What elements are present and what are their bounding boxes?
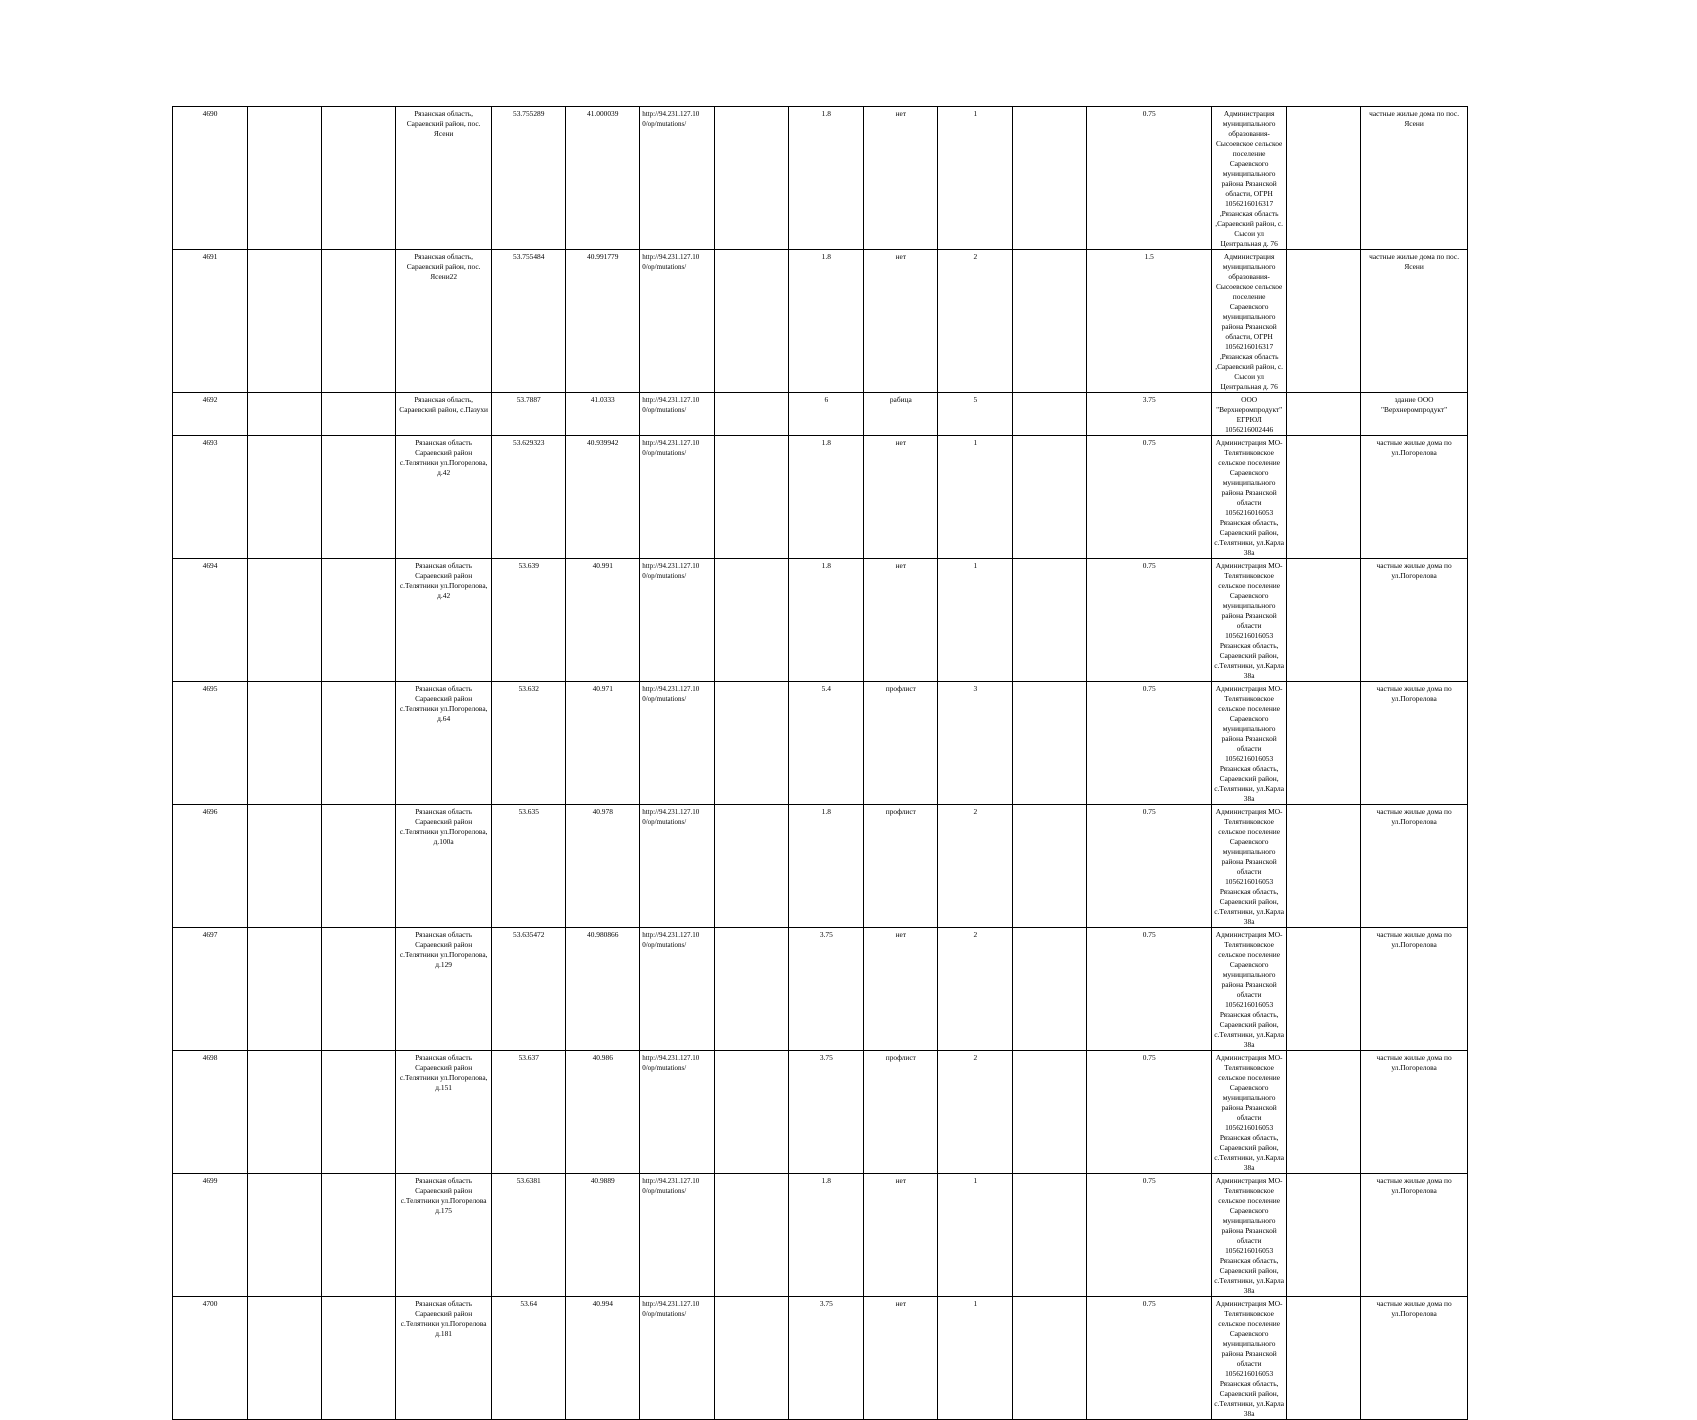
table-row bbox=[173, 393, 1468, 436]
owner-cell: Администрация МО-Телятниковское сельское поселение Сараевского муниципального района Рязанской области 1056216016053 Рязанская область, Сараевский район, с.Телятники, ул.Карла 38а bbox=[1212, 559, 1287, 682]
waste-source-cell: частные жилые дома по ул.Погорелова bbox=[1361, 559, 1468, 682]
address-cell: Рязанская область Сараевский район с.Телятники ул.Погорелова, д.64 bbox=[396, 682, 492, 805]
waste-source-cell: частные жилые дома по ул.Погорелова bbox=[1361, 1051, 1468, 1174]
table-row bbox=[173, 107, 1468, 250]
empty-cell bbox=[1013, 1051, 1087, 1174]
map-link-cell: http://94.231.127.10 0/op/mutations/ bbox=[640, 436, 715, 559]
address-cell: Рязанская область Сараевский район с.Телятники ул.Погорелова, д.129 bbox=[396, 928, 492, 1051]
latitude-cell: 53.639 bbox=[492, 559, 566, 682]
empty-cell bbox=[715, 107, 789, 250]
empty-cell bbox=[322, 559, 396, 682]
container-count-cell: 1 bbox=[938, 436, 1013, 559]
empty-cell bbox=[715, 928, 789, 1051]
empty-cell bbox=[715, 559, 789, 682]
empty-cell bbox=[248, 393, 322, 436]
address-cell: Рязанская область Сараевский район с.Телятники ул.Погорелова, д.42 bbox=[396, 559, 492, 682]
map-link-cell: http://94.231.127.10 0/op/mutations/ bbox=[640, 1174, 715, 1297]
waste-source-cell: частные жилые дома по ул.Погорелова bbox=[1361, 805, 1468, 928]
row-number: 4695 bbox=[173, 682, 248, 805]
empty-cell bbox=[715, 1297, 789, 1420]
empty-cell bbox=[1013, 928, 1087, 1051]
empty-cell bbox=[1013, 436, 1087, 559]
longitude-cell: 40.9889 bbox=[566, 1174, 640, 1297]
container-count-cell: 1 bbox=[938, 107, 1013, 250]
empty-cell bbox=[715, 393, 789, 436]
map-link-cell: http://94.231.127.10 0/op/mutations/ bbox=[640, 250, 715, 393]
empty-cell bbox=[322, 1297, 396, 1420]
address-cell: Рязанская область Сараевский район с.Телятники ул.Погорелова, д.42 bbox=[396, 436, 492, 559]
registry-body bbox=[173, 107, 1468, 1420]
map-link-cell: http://94.231.127.10 0/op/mutations/ bbox=[640, 107, 715, 250]
empty-cell bbox=[322, 1174, 396, 1297]
longitude-cell: 40.939942 bbox=[566, 436, 640, 559]
longitude-cell: 41.000039 bbox=[566, 107, 640, 250]
empty-cell bbox=[248, 436, 322, 559]
volume-cell: 0.75 bbox=[1087, 559, 1212, 682]
area-cell: 1.8 bbox=[789, 436, 864, 559]
cover-cell: нет bbox=[864, 1297, 938, 1420]
area-cell: 6 bbox=[789, 393, 864, 436]
volume-cell: 0.75 bbox=[1087, 682, 1212, 805]
waste-source-cell: частные жилые дома по пос. Ясени bbox=[1361, 107, 1468, 250]
table-row bbox=[173, 682, 1468, 805]
empty-cell bbox=[715, 1051, 789, 1174]
longitude-cell: 40.978 bbox=[566, 805, 640, 928]
empty-cell bbox=[322, 1051, 396, 1174]
container-count-cell: 1 bbox=[938, 1174, 1013, 1297]
address-cell: Рязанская область Сараевский район с.Телятники ул.Погорелова, д.151 bbox=[396, 1051, 492, 1174]
empty-cell bbox=[1287, 928, 1361, 1051]
empty-cell bbox=[1287, 559, 1361, 682]
container-count-cell: 2 bbox=[938, 250, 1013, 393]
longitude-cell: 40.971 bbox=[566, 682, 640, 805]
longitude-cell: 40.991779 bbox=[566, 250, 640, 393]
row-number: 4691 bbox=[173, 250, 248, 393]
empty-cell bbox=[322, 805, 396, 928]
address-cell: Рязанская область, Сараевский район, с.Пазухи bbox=[396, 393, 492, 436]
volume-cell: 3.75 bbox=[1087, 393, 1212, 436]
latitude-cell: 53.632 bbox=[492, 682, 566, 805]
empty-cell bbox=[1013, 559, 1087, 682]
container-count-cell: 2 bbox=[938, 805, 1013, 928]
volume-cell: 0.75 bbox=[1087, 805, 1212, 928]
area-cell: 3.75 bbox=[789, 1051, 864, 1174]
empty-cell bbox=[1287, 805, 1361, 928]
table-row bbox=[173, 436, 1468, 559]
address-cell: Рязанская область, Сараевский район, пос. Ясени22 bbox=[396, 250, 492, 393]
container-count-cell: 5 bbox=[938, 393, 1013, 436]
row-number: 4693 bbox=[173, 436, 248, 559]
area-cell: 1.8 bbox=[789, 1174, 864, 1297]
latitude-cell: 53.7887 bbox=[492, 393, 566, 436]
table-row bbox=[173, 250, 1468, 393]
waste-source-cell: частные жилые дома по пос. Ясени bbox=[1361, 250, 1468, 393]
cover-cell: профлист bbox=[864, 682, 938, 805]
latitude-cell: 53.635 bbox=[492, 805, 566, 928]
empty-cell bbox=[322, 107, 396, 250]
empty-cell bbox=[248, 928, 322, 1051]
empty-cell bbox=[715, 436, 789, 559]
latitude-cell: 53.635472 bbox=[492, 928, 566, 1051]
row-number: 4696 bbox=[173, 805, 248, 928]
empty-cell bbox=[322, 250, 396, 393]
empty-cell bbox=[322, 436, 396, 559]
longitude-cell: 41.0333 bbox=[566, 393, 640, 436]
owner-cell: Администрация МО-Телятниковское сельское поселение Сараевского муниципального района Рязанской области 1056216016053 Рязанская область, Сараевский район, с.Телятники, ул.Карла 38а bbox=[1212, 436, 1287, 559]
waste-source-cell: частные жилые дома по ул.Погорелова bbox=[1361, 682, 1468, 805]
map-link-cell: http://94.231.127.10 0/op/mutations/ bbox=[640, 805, 715, 928]
owner-cell: Администрация муниципального образования-Сысоевское сельское поселение Сараевского муниципального района Рязанской области, ОГРН 1056216016317 ,Рязанская область ,Сараевский район, с. Сысои ул Центральная д. 76 bbox=[1212, 250, 1287, 393]
address-cell: Рязанская область Сараевский район с.Телятники ул.Погорелова д.175 bbox=[396, 1174, 492, 1297]
empty-cell bbox=[715, 250, 789, 393]
empty-cell bbox=[322, 928, 396, 1051]
address-cell: Рязанская область Сараевский район с.Телятники ул.Погорелова д.181 bbox=[396, 1297, 492, 1420]
latitude-cell: 53.637 bbox=[492, 1051, 566, 1174]
cover-cell: профлист bbox=[864, 1051, 938, 1174]
row-number: 4699 bbox=[173, 1174, 248, 1297]
waste-source-cell: частные жилые дома по ул.Погорелова bbox=[1361, 928, 1468, 1051]
area-cell: 1.8 bbox=[789, 107, 864, 250]
owner-cell: Администрация МО-Телятниковское сельское поселение Сараевского муниципального района Рязанской области 1056216016053 Рязанская область, Сараевский район, с.Телятники, ул.Карла 38а bbox=[1212, 1297, 1287, 1420]
row-number: 4700 bbox=[173, 1297, 248, 1420]
row-number: 4694 bbox=[173, 559, 248, 682]
container-count-cell: 1 bbox=[938, 559, 1013, 682]
area-cell: 3.75 bbox=[789, 1297, 864, 1420]
empty-cell bbox=[1013, 250, 1087, 393]
empty-cell bbox=[1287, 1174, 1361, 1297]
cover-cell: рабица bbox=[864, 393, 938, 436]
volume-cell: 1.5 bbox=[1087, 250, 1212, 393]
waste-source-cell: частные жилые дома по ул.Погорелова bbox=[1361, 436, 1468, 559]
row-number: 4692 bbox=[173, 393, 248, 436]
waste-source-cell: частные жилые дома по ул.Погорелова bbox=[1361, 1297, 1468, 1420]
empty-cell bbox=[1013, 1297, 1087, 1420]
longitude-cell: 40.980866 bbox=[566, 928, 640, 1051]
table-row bbox=[173, 559, 1468, 682]
area-cell: 1.8 bbox=[789, 559, 864, 682]
map-link-cell: http://94.231.127.10 0/op/mutations/ bbox=[640, 1297, 715, 1420]
volume-cell: 0.75 bbox=[1087, 1174, 1212, 1297]
area-cell: 1.8 bbox=[789, 250, 864, 393]
area-cell: 3.75 bbox=[789, 928, 864, 1051]
owner-cell: Администрация МО-Телятниковское сельское поселение Сараевского муниципального района Рязанской области 1056216016053 Рязанская область, Сараевский район, с.Телятники, ул.Карла 38а bbox=[1212, 1174, 1287, 1297]
latitude-cell: 53.64 bbox=[492, 1297, 566, 1420]
registry-table bbox=[172, 106, 1468, 1420]
latitude-cell: 53.755484 bbox=[492, 250, 566, 393]
cover-cell: нет bbox=[864, 436, 938, 559]
owner-cell: Администрация МО-Телятниковское сельское поселение Сараевского муниципального района Рязанской области 1056216016053 Рязанская область, Сараевский район, с.Телятники, ул.Карла 38а bbox=[1212, 1051, 1287, 1174]
empty-cell bbox=[1013, 682, 1087, 805]
empty-cell bbox=[248, 250, 322, 393]
cover-cell: нет bbox=[864, 250, 938, 393]
owner-cell: Администрация МО-Телятниковское сельское поселение Сараевского муниципального района Рязанской области 1056216016053 Рязанская область, Сараевский район, с.Телятники, ул.Карла 38а bbox=[1212, 928, 1287, 1051]
table-row bbox=[173, 928, 1468, 1051]
owner-cell: Администрация МО-Телятниковское сельское поселение Сараевского муниципального района Рязанской области 1056216016053 Рязанская область, Сараевский район, с.Телятники, ул.Карла 38а bbox=[1212, 805, 1287, 928]
empty-cell bbox=[1013, 393, 1087, 436]
longitude-cell: 40.986 bbox=[566, 1051, 640, 1174]
container-count-cell: 3 bbox=[938, 682, 1013, 805]
empty-cell bbox=[1287, 1297, 1361, 1420]
owner-cell: ООО "Верхнеромпродукт" ЕГРЮЛ 1056216002446 bbox=[1212, 393, 1287, 436]
cover-cell: нет bbox=[864, 107, 938, 250]
empty-cell bbox=[248, 682, 322, 805]
empty-cell bbox=[322, 393, 396, 436]
empty-cell bbox=[1287, 1051, 1361, 1174]
cover-cell: нет bbox=[864, 1174, 938, 1297]
latitude-cell: 53.755289 bbox=[492, 107, 566, 250]
longitude-cell: 40.991 bbox=[566, 559, 640, 682]
longitude-cell: 40.994 bbox=[566, 1297, 640, 1420]
cover-cell: нет bbox=[864, 559, 938, 682]
empty-cell bbox=[248, 1297, 322, 1420]
empty-cell bbox=[1287, 250, 1361, 393]
row-number: 4697 bbox=[173, 928, 248, 1051]
volume-cell: 0.75 bbox=[1087, 1297, 1212, 1420]
container-count-cell: 2 bbox=[938, 928, 1013, 1051]
area-cell: 5.4 bbox=[789, 682, 864, 805]
empty-cell bbox=[1287, 107, 1361, 250]
waste-source-cell: частные жилые дома по ул.Погорелова bbox=[1361, 1174, 1468, 1297]
cover-cell: профлист bbox=[864, 805, 938, 928]
empty-cell bbox=[1013, 107, 1087, 250]
map-link-cell: http://94.231.127.10 0/op/mutations/ bbox=[640, 928, 715, 1051]
container-count-cell: 1 bbox=[938, 1297, 1013, 1420]
empty-cell bbox=[248, 559, 322, 682]
table-row bbox=[173, 1297, 1468, 1420]
volume-cell: 0.75 bbox=[1087, 1051, 1212, 1174]
latitude-cell: 53.6381 bbox=[492, 1174, 566, 1297]
area-cell: 1.8 bbox=[789, 805, 864, 928]
empty-cell bbox=[1287, 393, 1361, 436]
map-link-cell: http://94.231.127.10 0/op/mutations/ bbox=[640, 393, 715, 436]
waste-source-cell: здание ООО "Верхнеромпродукт" bbox=[1361, 393, 1468, 436]
table-row bbox=[173, 1051, 1468, 1174]
empty-cell bbox=[1013, 1174, 1087, 1297]
empty-cell bbox=[715, 1174, 789, 1297]
cover-cell: нет bbox=[864, 928, 938, 1051]
empty-cell bbox=[1013, 805, 1087, 928]
empty-cell bbox=[715, 682, 789, 805]
table-row bbox=[173, 1174, 1468, 1297]
latitude-cell: 53.629323 bbox=[492, 436, 566, 559]
address-cell: Рязанская область, Сараевский район, пос. Ясени bbox=[396, 107, 492, 250]
map-link-cell: http://94.231.127.10 0/op/mutations/ bbox=[640, 559, 715, 682]
container-count-cell: 2 bbox=[938, 1051, 1013, 1174]
empty-cell bbox=[248, 107, 322, 250]
address-cell: Рязанская область Сараевский район с.Телятники ул.Погорелова, д.100а bbox=[396, 805, 492, 928]
volume-cell: 0.75 bbox=[1087, 928, 1212, 1051]
volume-cell: 0.75 bbox=[1087, 436, 1212, 559]
volume-cell: 0.75 bbox=[1087, 107, 1212, 250]
table-row bbox=[173, 805, 1468, 928]
empty-cell bbox=[715, 805, 789, 928]
empty-cell bbox=[1287, 436, 1361, 559]
map-link-cell: http://94.231.127.10 0/op/mutations/ bbox=[640, 1051, 715, 1174]
empty-cell bbox=[248, 1051, 322, 1174]
empty-cell bbox=[322, 682, 396, 805]
empty-cell bbox=[248, 805, 322, 928]
map-link-cell: http://94.231.127.10 0/op/mutations/ bbox=[640, 682, 715, 805]
row-number: 4690 bbox=[173, 107, 248, 250]
empty-cell bbox=[248, 1174, 322, 1297]
empty-cell bbox=[1287, 682, 1361, 805]
owner-cell: Администрация муниципального образования-Сысоевское сельское поселение Сараевского муниципального района Рязанской области, ОГРН 1056216016317 ,Рязанская область ,Сараевский район, с. Сысои ул Центральная д. 76 bbox=[1212, 107, 1287, 250]
owner-cell: Администрация МО-Телятниковское сельское поселение Сараевского муниципального района Рязанской области 1056216016053 Рязанская область, Сараевский район, с.Телятники, ул.Карла 38а bbox=[1212, 682, 1287, 805]
row-number: 4698 bbox=[173, 1051, 248, 1174]
